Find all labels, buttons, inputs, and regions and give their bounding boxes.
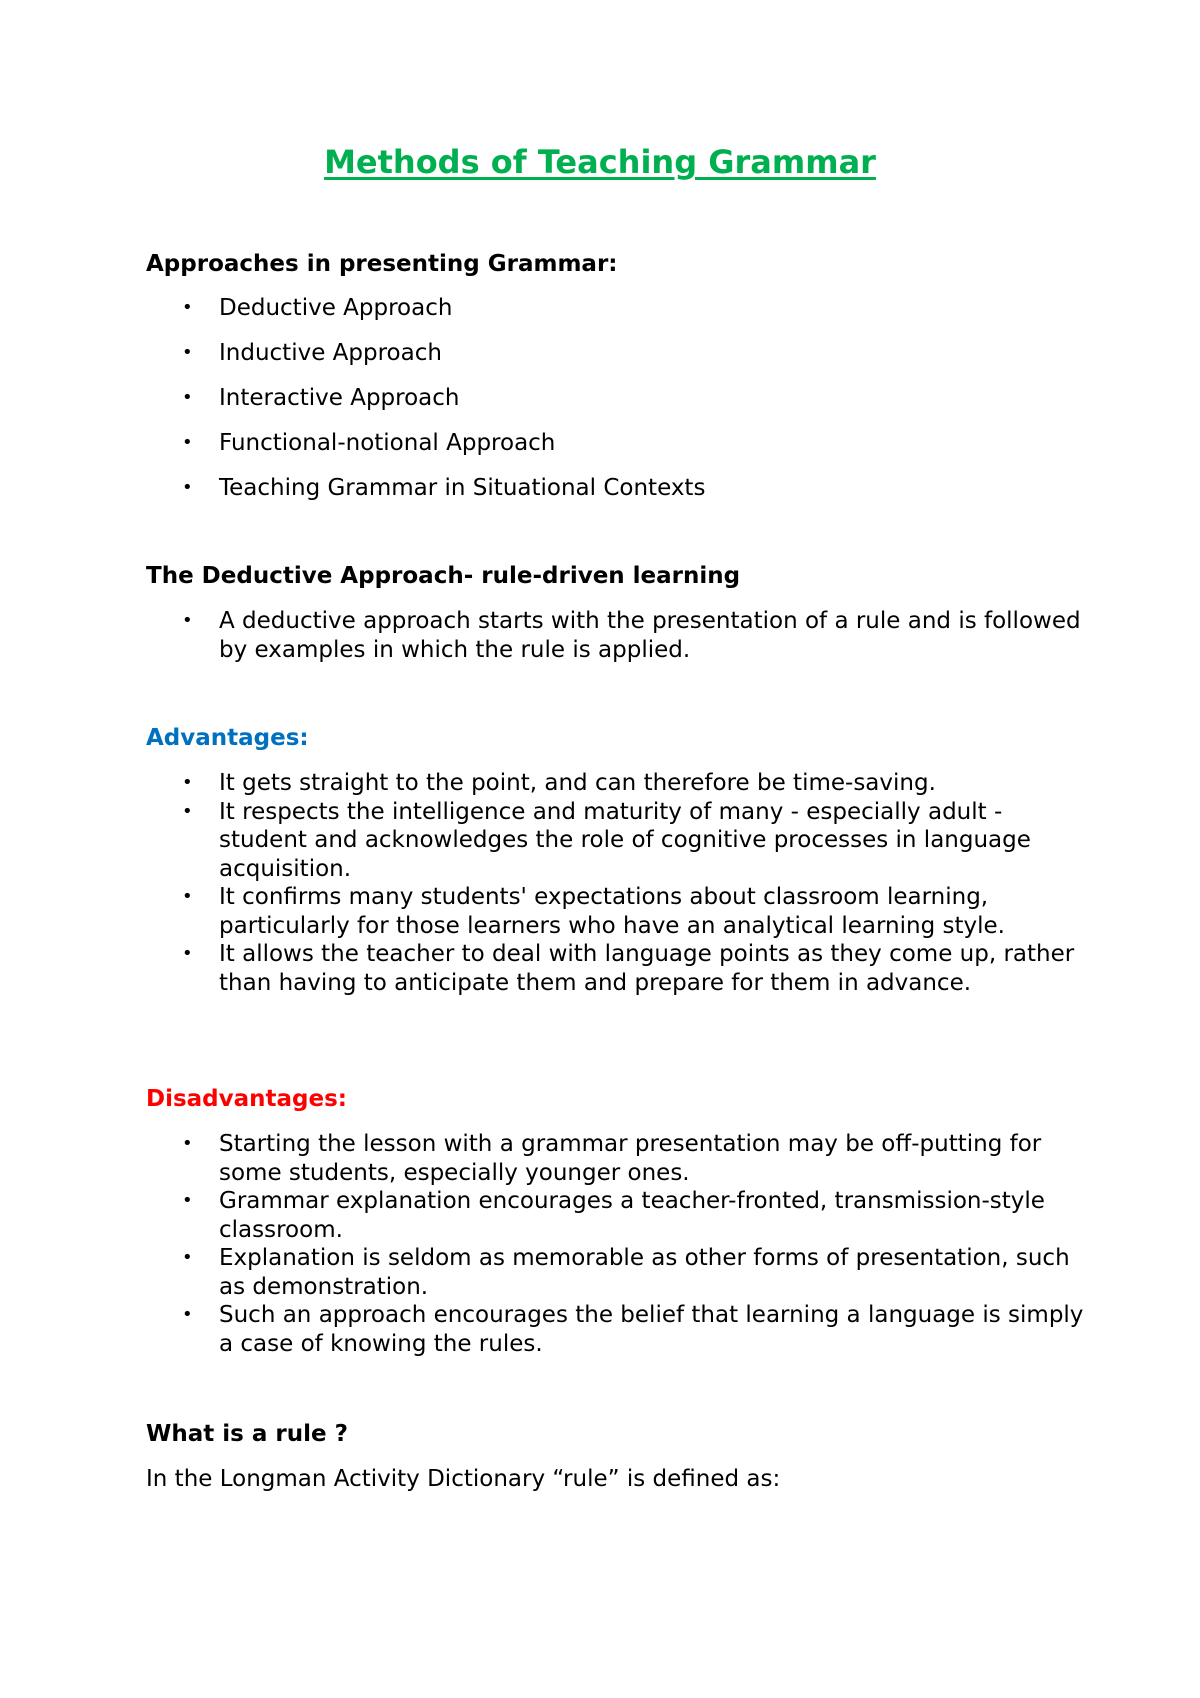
deductive-list (146, 607, 1086, 664)
list-item (146, 292, 1086, 324)
list-item-text: Such an approach encourages the belief that learning a language is simply a case of knowing the rules. (219, 1302, 1084, 1357)
list-item-text: Deductive Approach (219, 295, 453, 321)
list-item-text: It gets straight to the point, and can therefore be time-saving. (219, 770, 936, 796)
bullet-icon: • (182, 943, 193, 964)
deductive-heading: The Deductive Approach- rule-driven learning (146, 563, 741, 589)
approaches-heading: Approaches in presenting Grammar: (146, 251, 618, 277)
list-item (146, 472, 1086, 504)
disadvantages-heading: Disadvantages: (146, 1086, 348, 1112)
bullet-icon: • (182, 1304, 193, 1325)
list-item (146, 337, 1086, 369)
list-item (146, 382, 1086, 414)
document-title: Methods of Teaching Grammar (324, 143, 876, 181)
list-item-text: Inductive Approach (219, 340, 442, 366)
bullet-icon: • (182, 477, 193, 498)
list-item (146, 607, 1086, 664)
bullet-icon: • (182, 1133, 193, 1154)
bullet-icon: • (182, 432, 193, 453)
approaches-list (146, 292, 1086, 517)
advantages-heading: Advantages: (146, 725, 309, 751)
list-item (146, 769, 1086, 798)
list-item (146, 1301, 1086, 1358)
bullet-icon: • (182, 342, 193, 363)
list-item (146, 883, 1086, 940)
list-item (146, 427, 1086, 459)
list-item-text: Starting the lesson with a grammar presentation may be off-putting for some students, especially younger ones. (219, 1131, 1042, 1186)
list-item-text: Grammar explanation encourages a teacher-fronted, transmission-style classroom. (219, 1188, 1045, 1243)
bullet-icon: • (182, 1190, 193, 1211)
list-item-text: Teaching Grammar in Situational Contexts (219, 475, 706, 501)
rule-definition-text: In the Longman Activity Dictionary “rule” is defined as: (146, 1466, 781, 1492)
bullet-icon: • (182, 800, 193, 822)
bullet-icon: • (182, 610, 193, 631)
bullet-icon: • (182, 772, 193, 793)
list-item-text: A deductive approach starts with the presentation of a rule and is followed by examples in which the rule is applied. (219, 608, 1081, 663)
list-item-text: Functional-notional Approach (219, 430, 556, 456)
rule-heading: What is a rule ? (146, 1421, 348, 1447)
list-item-text: Interactive Approach (219, 385, 460, 411)
list-item-text: It respects the intelligence and maturity of many - especially adult -student and acknowledges the role of cognitive processes in language acquisition. (219, 798, 1031, 882)
list-item-text: It confirms many students' expectations about classroom learning, particularly for those learners who have an analytical learning style. (219, 884, 1005, 939)
list-item (146, 1244, 1086, 1301)
list-item (146, 1187, 1086, 1244)
list-item (146, 1130, 1086, 1187)
bullet-icon: • (182, 886, 193, 907)
list-item-text: It allows the teacher to deal with language points as they come up, rather than having to anticipate them and prepare for them in advance. (219, 941, 1075, 996)
list-item (146, 798, 1086, 884)
bullet-icon: • (182, 1247, 193, 1268)
disadvantages-list (146, 1130, 1086, 1358)
advantages-list (146, 769, 1086, 997)
bullet-icon: • (182, 297, 193, 318)
list-item (146, 940, 1086, 997)
bullet-icon: • (182, 387, 193, 408)
list-item-text: Explanation is seldom as memorable as other forms of presentation, such as demonstration. (219, 1245, 1070, 1300)
